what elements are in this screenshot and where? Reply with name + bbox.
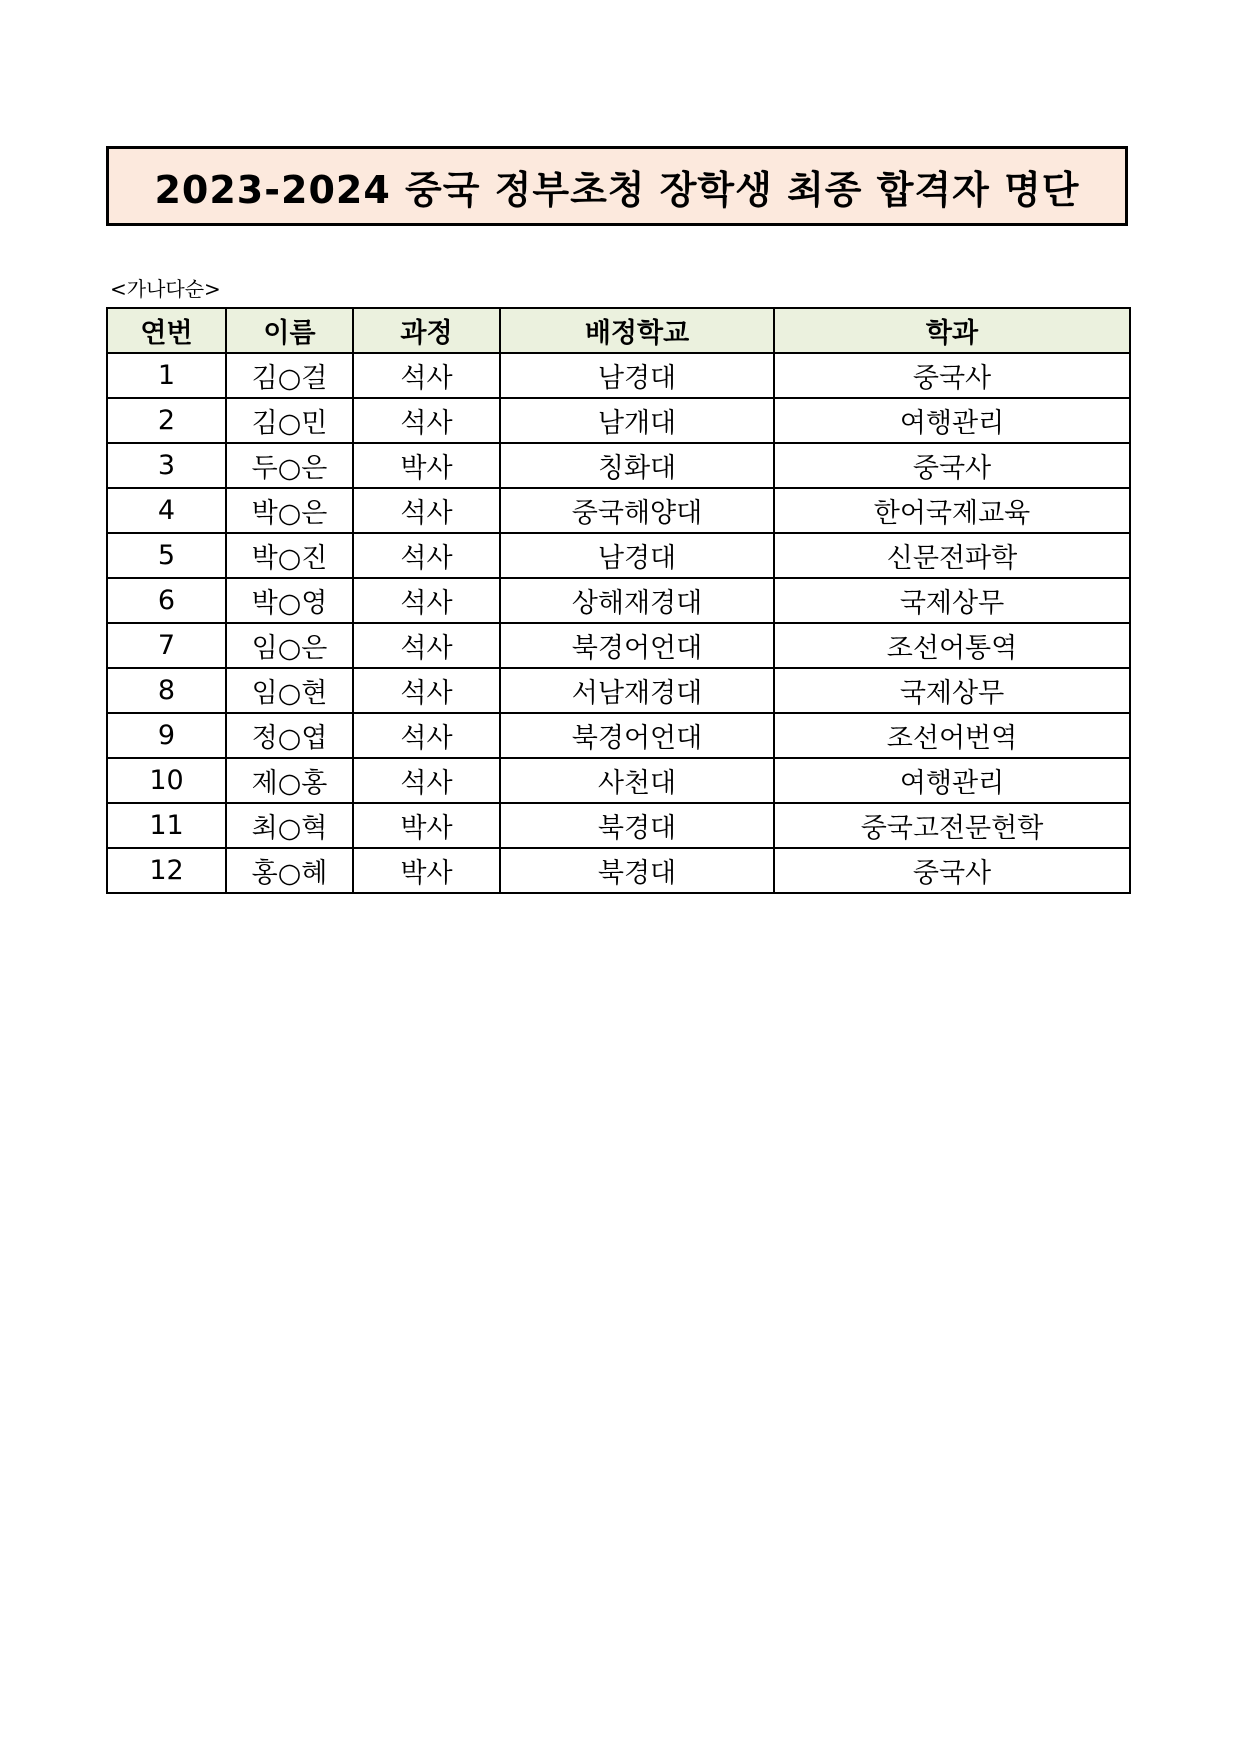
cell-no: 12 [107, 848, 226, 893]
cell-name: 임○은 [226, 623, 353, 668]
cell-name: 홍○혜 [226, 848, 353, 893]
cell-school: 남개대 [500, 398, 774, 443]
cell-school: 남경대 [500, 533, 774, 578]
cell-no: 5 [107, 533, 226, 578]
cell-name: 김○걸 [226, 353, 353, 398]
table-header-row [107, 308, 1130, 353]
cell-dept: 국제상무 [774, 578, 1130, 623]
cell-course: 석사 [353, 668, 500, 713]
cell-name: 박○은 [226, 488, 353, 533]
cell-school: 북경대 [500, 848, 774, 893]
cell-course: 석사 [353, 488, 500, 533]
cell-school: 중국해양대 [500, 488, 774, 533]
cell-school: 칭화대 [500, 443, 774, 488]
cell-course: 석사 [353, 353, 500, 398]
cell-dept: 한어국제교육 [774, 488, 1130, 533]
table-row [107, 578, 1130, 623]
header-dept: 학과 [774, 308, 1130, 353]
cell-name: 임○현 [226, 668, 353, 713]
cell-course: 박사 [353, 803, 500, 848]
table-row [107, 713, 1130, 758]
cell-dept: 중국고전문헌학 [774, 803, 1130, 848]
cell-course: 석사 [353, 713, 500, 758]
cell-name: 박○진 [226, 533, 353, 578]
table-row [107, 848, 1130, 893]
cell-name: 두○은 [226, 443, 353, 488]
cell-no: 6 [107, 578, 226, 623]
table-row [107, 533, 1130, 578]
cell-name: 제○홍 [226, 758, 353, 803]
cell-name: 최○혁 [226, 803, 353, 848]
header-name: 이름 [226, 308, 353, 353]
cell-course: 박사 [353, 848, 500, 893]
header-no: 연번 [107, 308, 226, 353]
cell-school: 서남재경대 [500, 668, 774, 713]
cell-no: 10 [107, 758, 226, 803]
cell-no: 7 [107, 623, 226, 668]
cell-no: 1 [107, 353, 226, 398]
cell-course: 석사 [353, 623, 500, 668]
cell-no: 8 [107, 668, 226, 713]
cell-name: 박○영 [226, 578, 353, 623]
roster-table [106, 307, 1131, 894]
table-row [107, 488, 1130, 533]
sort-note: <가나다순> [110, 277, 221, 301]
cell-course: 석사 [353, 533, 500, 578]
table-row [107, 758, 1130, 803]
cell-no: 9 [107, 713, 226, 758]
table-row [107, 443, 1130, 488]
cell-school: 사천대 [500, 758, 774, 803]
cell-dept: 중국사 [774, 443, 1130, 488]
cell-dept: 중국사 [774, 848, 1130, 893]
cell-dept: 중국사 [774, 353, 1130, 398]
table-row [107, 803, 1130, 848]
cell-school: 남경대 [500, 353, 774, 398]
cell-dept: 조선어번역 [774, 713, 1130, 758]
cell-no: 2 [107, 398, 226, 443]
table-row [107, 668, 1130, 713]
table-row [107, 398, 1130, 443]
cell-school: 상해재경대 [500, 578, 774, 623]
cell-dept: 신문전파학 [774, 533, 1130, 578]
cell-no: 4 [107, 488, 226, 533]
cell-school: 북경어언대 [500, 623, 774, 668]
header-course: 과정 [353, 308, 500, 353]
cell-course: 석사 [353, 758, 500, 803]
cell-course: 석사 [353, 398, 500, 443]
cell-no: 11 [107, 803, 226, 848]
cell-course: 박사 [353, 443, 500, 488]
cell-no: 3 [107, 443, 226, 488]
header-school: 배정학교 [500, 308, 774, 353]
table-body [107, 353, 1130, 893]
cell-school: 북경대 [500, 803, 774, 848]
cell-name: 정○엽 [226, 713, 353, 758]
cell-course: 석사 [353, 578, 500, 623]
cell-dept: 조선어통역 [774, 623, 1130, 668]
title-box [106, 146, 1128, 226]
cell-dept: 국제상무 [774, 668, 1130, 713]
page-title: 2023-2024 중국 정부초청 장학생 최종 합격자 명단 [154, 167, 1080, 212]
table-row [107, 353, 1130, 398]
cell-dept: 여행관리 [774, 398, 1130, 443]
cell-dept: 여행관리 [774, 758, 1130, 803]
cell-name: 김○민 [226, 398, 353, 443]
table-row [107, 623, 1130, 668]
cell-school: 북경어언대 [500, 713, 774, 758]
